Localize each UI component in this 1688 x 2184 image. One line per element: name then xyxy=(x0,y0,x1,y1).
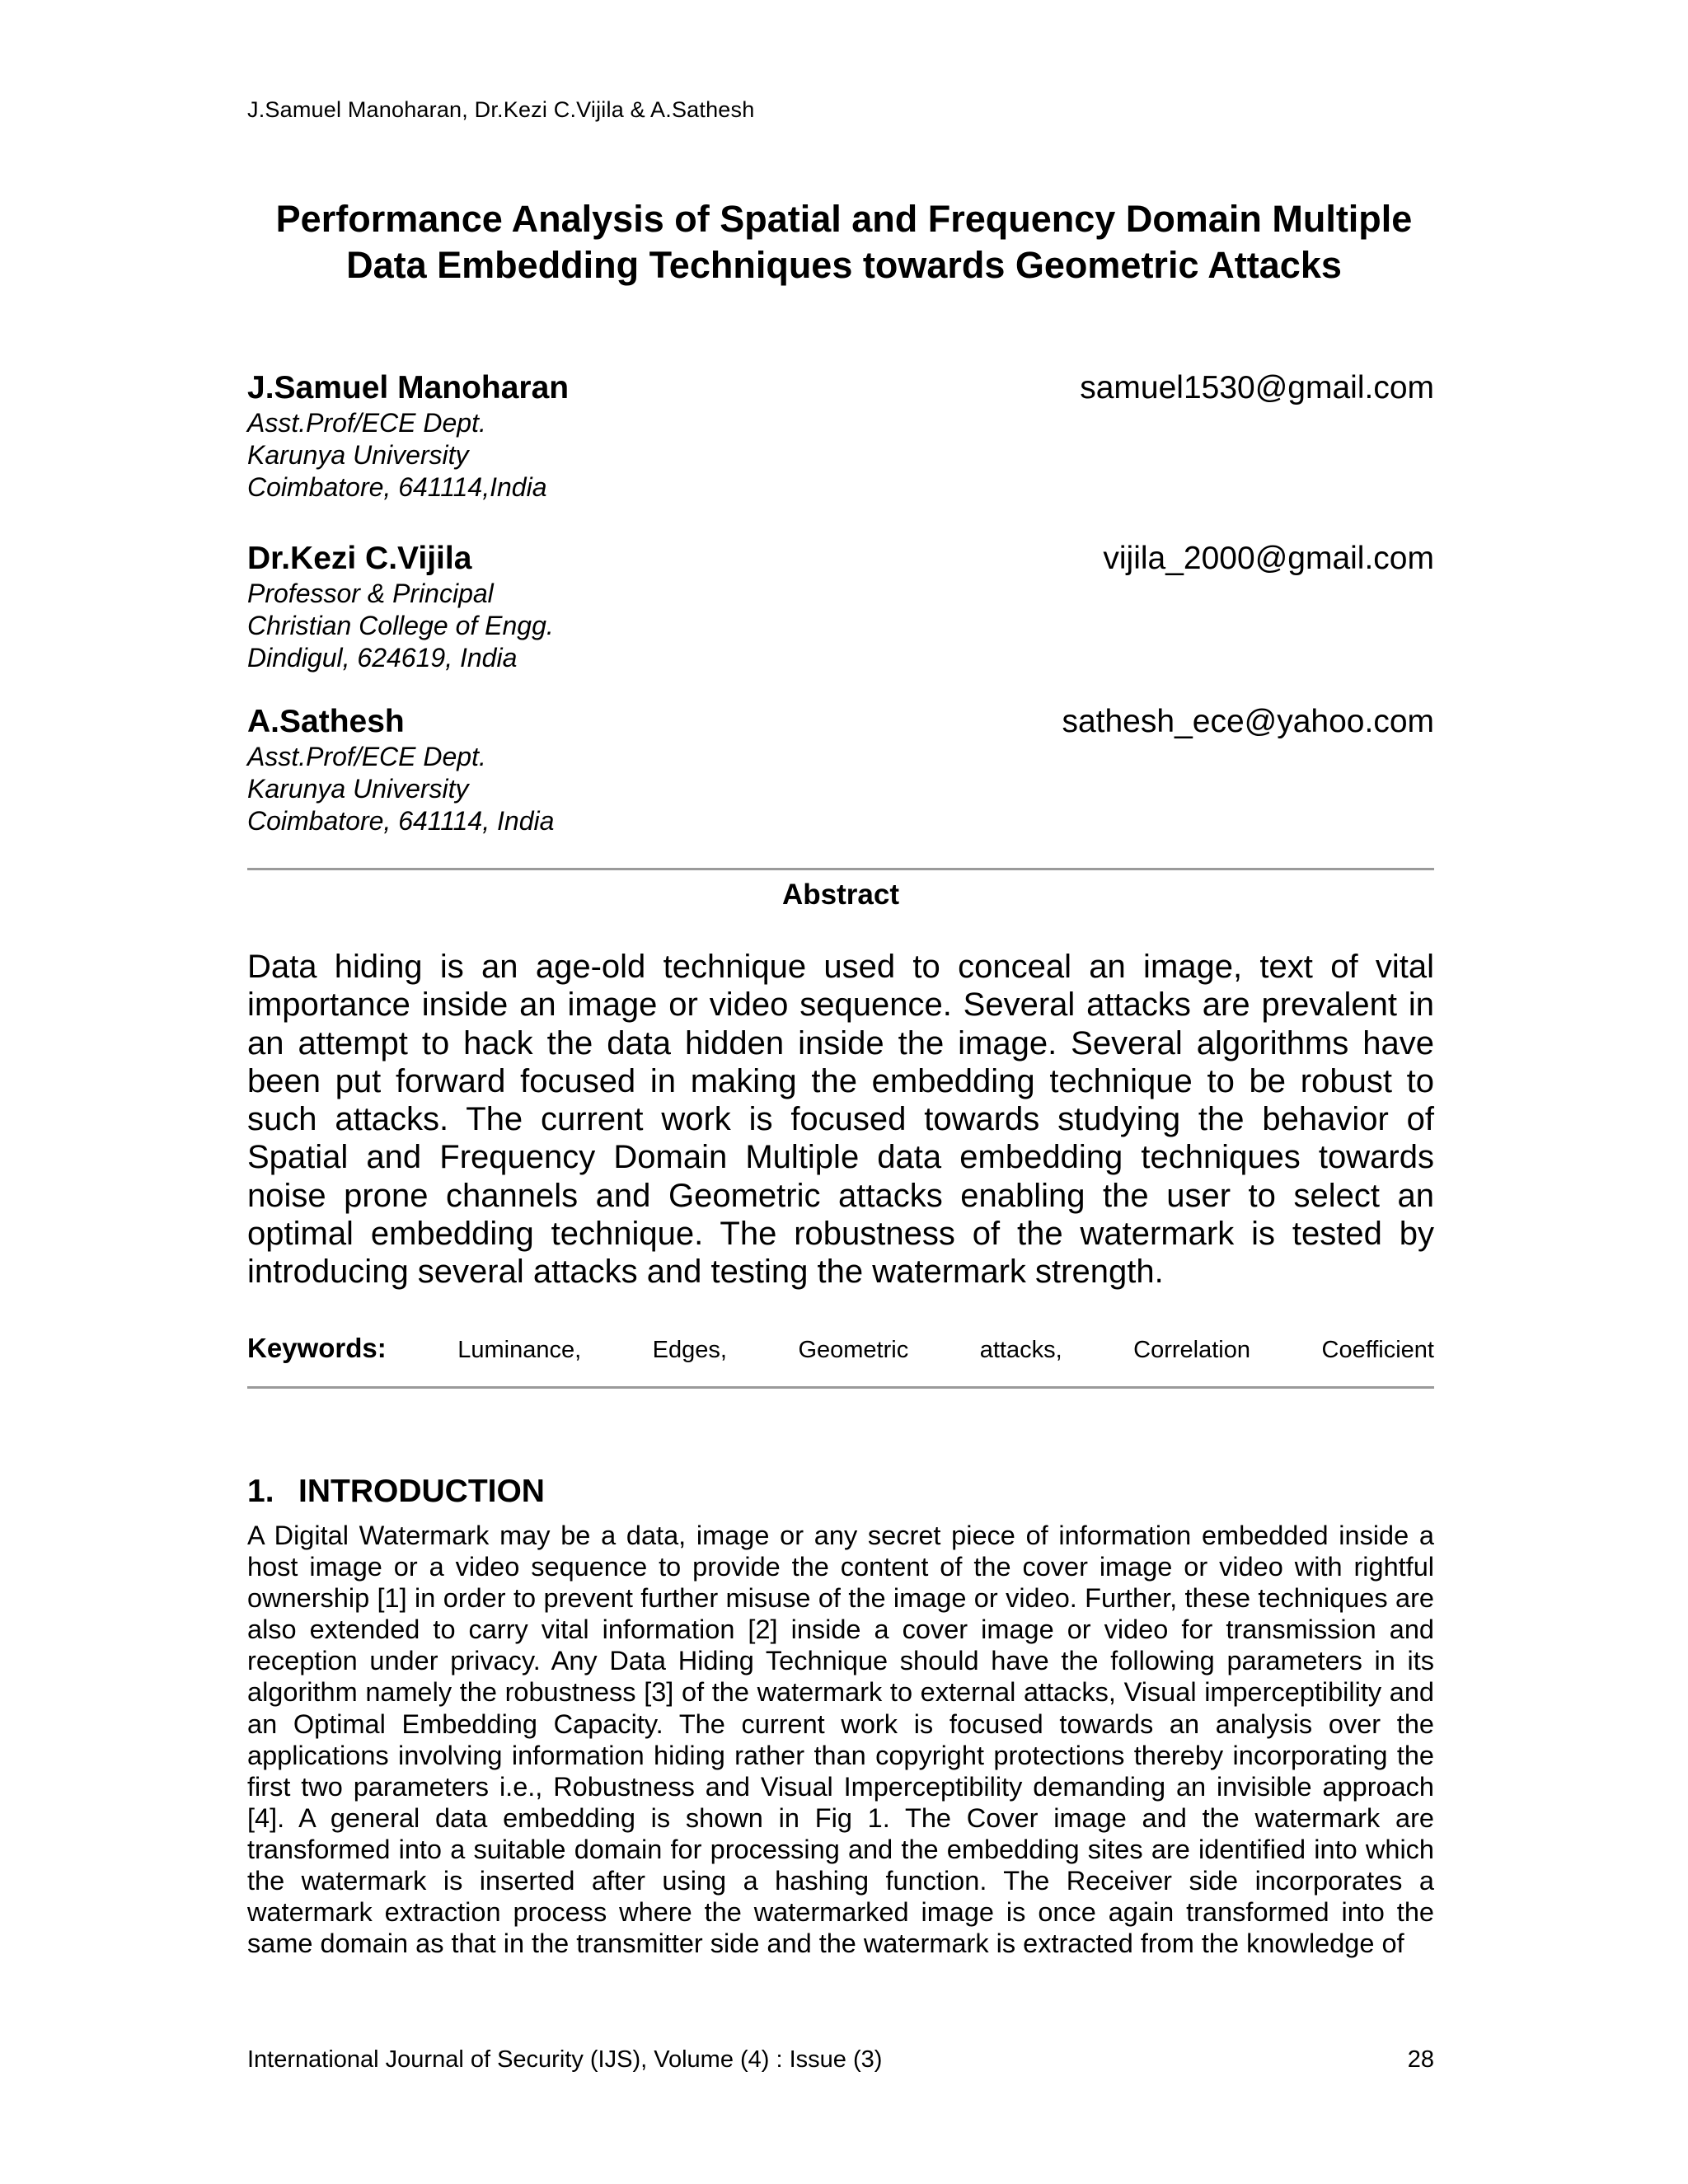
title-line-2: Data Embedding Techniques towards Geometric Attacks xyxy=(346,244,1342,286)
author-block-1 xyxy=(247,369,1434,504)
author-name: A.Sathesh xyxy=(247,704,405,739)
introduction-text: A Digital Watermark may be a data, image or any secret piece of information embedded inside a host image or a video sequence to provide the content of the cover image or video with rightful ownership [1] in order to prevent further misuse of the image or video. Further, these techniques are also extended to carry vital information [2] inside a cover image or video for transmission and reception under privacy. Any Data Hiding Technique should have the following parameters in its algorithm namely the robustness [3] of the watermark to external attacks, Visual imperceptibility and an Optimal Embedding Capacity. The current work is focused towards an analysis over the applications involving information hiding rather than copyright protections thereby incorporating the first two parameters i.e., Robustness and Visual Imperceptibility demanding an invisible approach [4]. A general data embedding is shown in Fig 1. The Cover image and the watermark are transformed into a suitable domain for processing and the embedding sites are identified into which the watermark is inserted after using a hashing function. The Receiver side incorporates a watermark extraction process where the watermarked image is once again transformed into the same domain as that in the transmitter side and the watermark is extracted from the knowledge of xyxy=(247,1521,1434,1959)
abstract-heading: Abstract xyxy=(782,879,899,911)
author-affiliation-line: Christian College of Engg. xyxy=(247,611,554,640)
author-affiliation-line: Professor & Principal xyxy=(247,579,494,608)
author-affiliation-line: Karunya University xyxy=(247,774,469,804)
section-heading xyxy=(247,1474,545,1510)
author-affiliation-line: Dindigul, 624619, India xyxy=(247,643,518,673)
page-number: 28 xyxy=(1407,2046,1434,2073)
keywords-line xyxy=(247,1333,1434,1364)
section-number: 1. xyxy=(247,1474,274,1509)
abstract-text: Data hiding is an age-old technique used to conceal an image, text of vital importance inside an image or video sequence. Several attacks are prevalent in an attempt to hack the data hidden inside the image. Several algorithms have been put forward focused in making the embedding technique to be robust to such attacks. The current work is focused towards studying the behavior of Spatial and Frequency Domain Multiple data embedding techniques towards noise prone channels and Geometric attacks enabling the user to select an optimal embedding technique. The robustness of the watermark is tested by introducing several attacks and testing the watermark strength. xyxy=(247,949,1434,1291)
running-head: J.Samuel Manoharan, Dr.Kezi C.Vijila & A.Sathesh xyxy=(247,97,755,122)
keywords-label: Keywords: xyxy=(247,1333,387,1363)
keyword: Geometric xyxy=(798,1337,909,1363)
footer-journal: International Journal of Security (IJS), Volume (4) : Issue (3) xyxy=(247,2046,883,2073)
keyword: Edges, xyxy=(652,1337,727,1363)
paper-title xyxy=(198,196,1490,288)
author-email: samuel1530@gmail.com xyxy=(1080,370,1434,405)
author-email: sathesh_ece@yahoo.com xyxy=(1062,704,1434,739)
author-affiliation-line: Asst.Prof/ECE Dept. xyxy=(247,408,486,438)
author-name: Dr.Kezi C.Vijila xyxy=(247,541,472,576)
author-affiliation-line: Asst.Prof/ECE Dept. xyxy=(247,742,486,771)
keyword: Coefficient xyxy=(1321,1337,1434,1363)
author-affiliation-line: Coimbatore, 641114, India xyxy=(247,806,555,836)
section-title: INTRODUCTION xyxy=(298,1474,545,1509)
author-name: J.Samuel Manoharan xyxy=(247,370,570,405)
keyword: attacks, xyxy=(979,1337,1062,1363)
keyword: Correlation xyxy=(1133,1337,1250,1363)
author-email: vijila_2000@gmail.com xyxy=(1103,541,1434,576)
divider-rule xyxy=(247,868,1434,870)
author-block-2 xyxy=(247,540,1434,674)
author-block-3 xyxy=(247,703,1434,837)
keyword: Luminance, xyxy=(457,1337,582,1363)
divider-rule xyxy=(247,1386,1434,1389)
author-affiliation-line: Coimbatore, 641114,India xyxy=(247,472,547,502)
author-affiliation-line: Karunya University xyxy=(247,440,469,470)
title-line-1: Performance Analysis of Spatial and Frequency Domain Multiple xyxy=(275,198,1413,240)
